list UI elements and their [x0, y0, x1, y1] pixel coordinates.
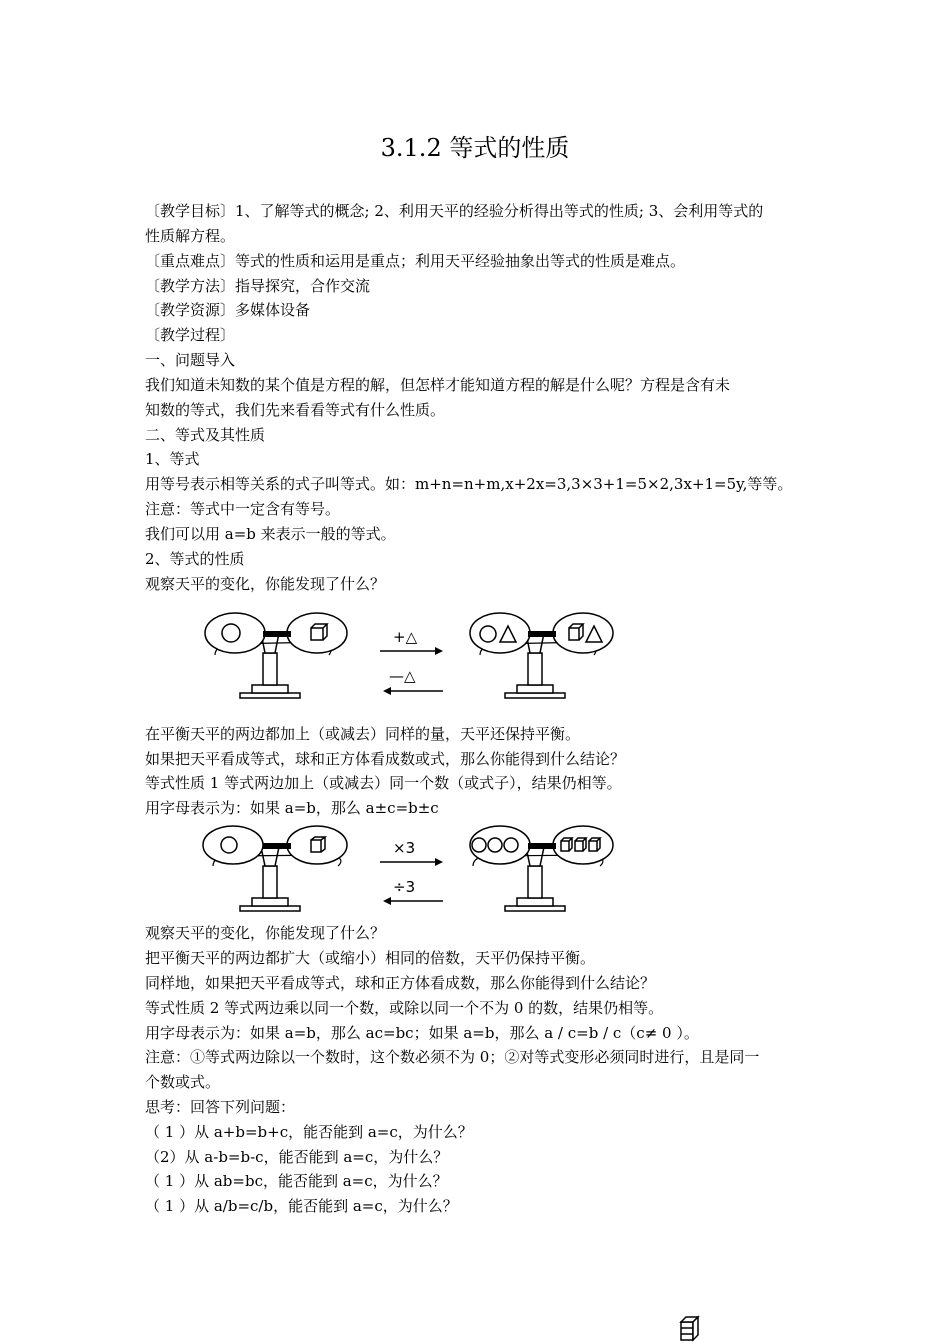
question-4: （ 1 ）从 a/b=c/b，能否能到 a=c，为什么？: [145, 1197, 458, 1215]
property-1-formula: 用字母表示为：如果 a=b，那么 a±c=b±c: [145, 799, 439, 817]
paragraph-line: 把平衡天平的两边都扩大（或缩小）相同的倍数，天平仍保持平衡。: [145, 949, 596, 967]
paragraph-line: 知数的等式，我们先来看看等式有什么性质。: [145, 401, 446, 419]
property-1: 等式性质 1 等式两边加上（或减去）同一个数（或式子），结果仍相等。: [145, 774, 622, 792]
balance-scale-right: [470, 613, 613, 698]
section-heading: 一、问题导入: [145, 351, 236, 369]
paragraph-line: 观察天平的变化，你能发现了什么？: [145, 924, 386, 942]
balance-figure-multiply: [195, 822, 625, 914]
arrow-multiply: [380, 839, 443, 866]
question-3: （ 1 ）从 ab=bc，能否能到 a=c，为什么？: [145, 1172, 448, 1190]
page-title: 3.1.2 等式的性质: [380, 134, 570, 162]
arrow-add: [380, 628, 443, 655]
think-heading: 思考：回答下列问题：: [145, 1098, 296, 1116]
note-line: 注意：①等式两边除以一个数时，这个数必须不为 0；②对等式变形必须同时进行，且是同一: [145, 1048, 760, 1066]
subsection-heading: 1、等式: [145, 450, 200, 468]
note-line: 个数或式。: [145, 1073, 221, 1091]
teaching-resources: 〔教学资源〕多媒体设备: [145, 301, 311, 319]
property-2-formula: 用字母表示为：如果 a=b，那么 ac=bc；如果 a=b，那么 a / c=b / c（c≠ 0 ）。: [145, 1024, 699, 1042]
balance-scale-left: [203, 826, 347, 911]
balance-figure-add: [195, 605, 625, 705]
balance-scale-left: [205, 613, 347, 698]
paragraph-line: 同样地，如果把天平看成等式，球和正方体看成数，那么你能得到什么结论？: [145, 974, 656, 992]
key-points: 〔重点难点〕等式的性质和运用是重点；利用天平经验抽象出等式的性质是难点。: [145, 252, 686, 270]
question-2: （2）从 a-b=b-c，能否能到 a=c，为什么？: [145, 1148, 449, 1166]
paragraph-line: 我们可以用 a=b 来表示一般的等式。: [145, 525, 396, 543]
arrow-bottom-label: —△: [389, 667, 416, 685]
question-1: （ 1 ）从 a+b=b+c，能否能到 a=c，为什么？: [145, 1123, 473, 1141]
paragraph-line: 观察天平的变化，你能发现了什么？: [145, 575, 386, 593]
balance-scale-right: [470, 826, 613, 911]
property-2: 等式性质 2 等式两边乘以同一个数，或除以同一个不为 0 的数，结果仍相等。: [145, 999, 664, 1017]
arrow-top-label: +△: [393, 628, 418, 646]
arrow-top-label: ×3: [393, 839, 416, 857]
definition-line: 用等号表示相等关系的式子叫等式。如：m+n=n+m,x+2x=3,3×3+1=5×2,3x+1=5y,等等。: [145, 475, 793, 493]
note-line: 注意：等式中一定含有等号。: [145, 500, 341, 518]
arrow-subtract: [383, 667, 443, 695]
paragraph-line: 我们知道未知数的某个值是方程的解，但怎样才能知道方程的解是什么呢？方程是含有未: [145, 376, 731, 394]
paragraph-line: 在平衡天平的两边都加上（或减去）同样的量，天平还保持平衡。: [145, 725, 581, 743]
teaching-process: 〔教学过程〕: [145, 326, 236, 344]
objectives-line-2: 性质解方程。: [145, 227, 236, 245]
section-heading: 二、等式及其性质: [145, 426, 266, 444]
teaching-method: 〔教学方法〕指导探究，合作交流: [145, 277, 371, 295]
subsection-heading: 2、等式的性质: [145, 550, 245, 568]
arrow-bottom-label: ÷3: [393, 878, 416, 896]
paragraph-line: 如果把天平看成等式，球和正方体看成数或式，那么你能得到什么结论？: [145, 750, 626, 768]
cube-icon: [678, 1314, 702, 1342]
arrow-divide: [383, 878, 443, 905]
objectives-line-1: 〔教学目标〕1、了解等式的概念; 2、利用天平的经验分析得出等式的性质; 3、会利用等式的: [145, 202, 764, 220]
